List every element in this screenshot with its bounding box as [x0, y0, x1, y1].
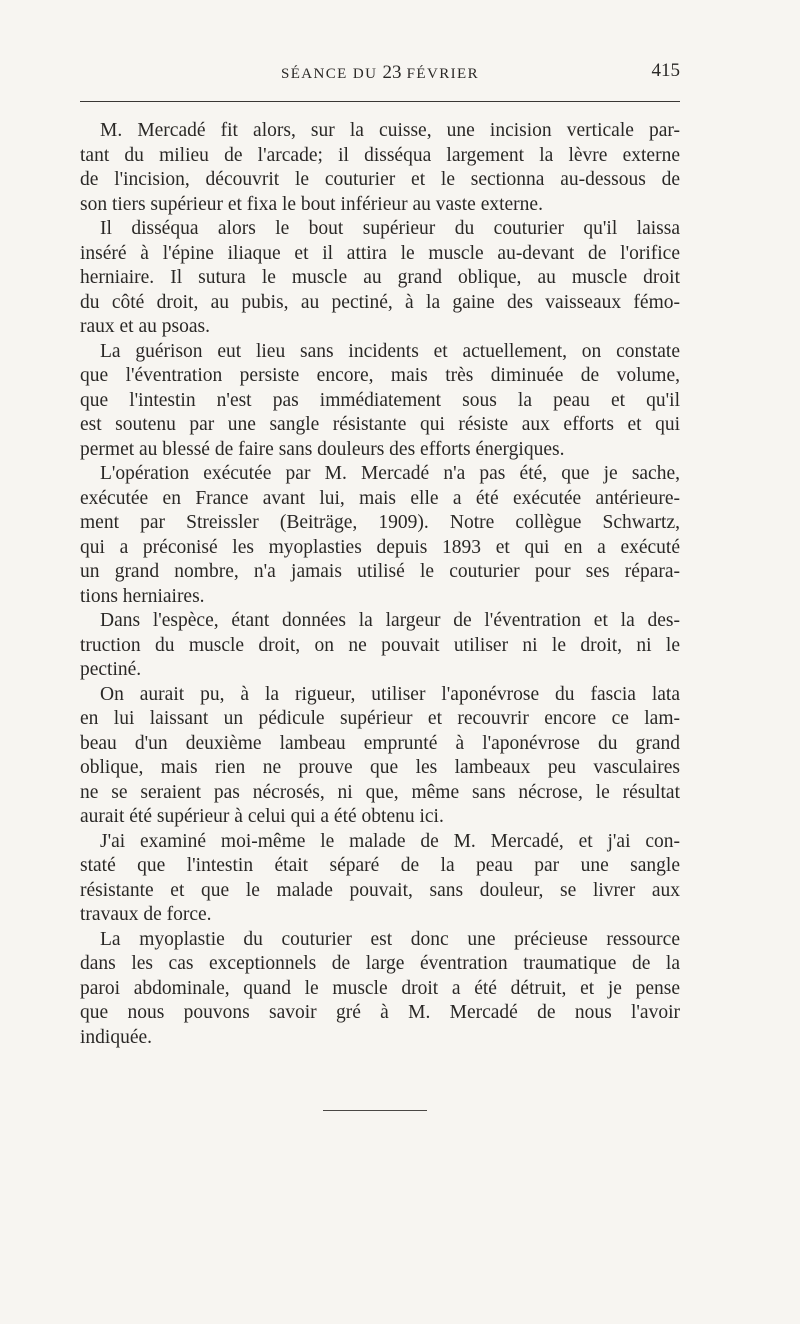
text-line: que nous pouvons savoir gré à M. Mercadé de nous l'avoir — [80, 1002, 680, 1023]
title-text: SÉANCE DU — [281, 66, 383, 82]
paragraph — [80, 609, 680, 683]
text-line: qui a préconisé les myoplasties depuis 1893 et qui en a exécuté — [80, 536, 680, 558]
paragraph — [80, 462, 680, 609]
text-line: inséré à l'épine iliaque et il attira le muscle au-devant de l'orifice — [80, 242, 680, 264]
text-line: tions herniaires. — [80, 585, 205, 607]
text-line: ne se seraient pas nécrosés, ni que, même sans nécrose, le résultat — [80, 781, 680, 803]
title-month: FÉVRIER — [401, 66, 479, 82]
text-line: indiquée. — [80, 1026, 153, 1048]
text-line: exécutée en France avant lui, mais elle a été exécutée antérieure- — [80, 487, 680, 509]
text-line: oblique, mais rien ne prouve que les lambeaux peu vasculaires — [80, 757, 680, 778]
text-line: est soutenu par une sangle résistante qui résiste aux efforts et qui — [80, 414, 680, 435]
text-line: J'ai examiné moi-même le malade de M. Mercadé, et j'ai con- — [100, 830, 680, 852]
running-title — [80, 62, 680, 84]
text-line: travaux de force. — [80, 904, 212, 925]
text-line: staté que l'intestin était séparé de la peau par une sangle — [80, 855, 680, 876]
body-text — [80, 119, 680, 1050]
paragraph — [80, 119, 680, 217]
paragraph — [80, 217, 680, 340]
text-line: que l'éventration persiste encore, mais très diminuée de volume, — [80, 365, 680, 386]
text-line: Dans l'espèce, étant données la largeur de l'éventration et la des- — [100, 610, 680, 631]
text-line: de l'incision, découvrit le couturier et le sectionna au-dessous de — [80, 169, 680, 190]
text-line: truction du muscle droit, on ne pouvait utiliser ni le droit, ni le — [80, 634, 680, 656]
paragraph — [80, 683, 680, 830]
page-number: 415 — [651, 60, 680, 81]
text-line: un grand nombre, n'a jamais utilisé le couturier pour ses répara- — [80, 561, 680, 582]
text-line: ment par Streissler (Beiträge, 1909). Notre collègue Schwartz, — [80, 512, 680, 533]
paragraph — [80, 830, 680, 928]
text-line: On aurait pu, à la rigueur, utiliser l'aponévrose du fascia lata — [100, 683, 680, 705]
text-line: du côté droit, au pubis, au pectiné, à la gaine des vaisseaux fémo- — [80, 291, 680, 313]
text-line: résistante et que le malade pouvait, sans douleur, se livrer aux — [80, 879, 680, 901]
text-line: dans les cas exceptionnels de large éventration traumatique de la — [80, 953, 680, 974]
text-line: L'opération exécutée par M. Mercadé n'a pas été, que je sache, — [100, 463, 680, 484]
text-line: La myoplastie du couturier est donc une précieuse ressource — [100, 928, 680, 950]
text-line: son tiers supérieur et fixa le bout inférieur au vaste externe. — [80, 193, 543, 215]
text-line: en lui laissant un pédicule supérieur et recouvrir encore ce lam- — [80, 708, 680, 729]
end-rule — [323, 1110, 427, 1111]
paragraph — [80, 340, 680, 463]
running-header — [80, 62, 680, 86]
title-date-number: 23 — [382, 62, 402, 83]
text-line: paroi abdominale, quand le muscle droit a été détruit, et je pense — [80, 977, 680, 999]
text-line: permet au blessé de faire sans douleurs des efforts énergiques. — [80, 438, 565, 460]
text-line: Il disséqua alors le bout supérieur du couturier qu'il laissa — [100, 218, 680, 239]
text-line: herniaire. Il sutura le muscle au grand oblique, au muscle droit — [80, 267, 680, 288]
header-rule — [80, 101, 680, 102]
text-line: beau d'un deuxième lambeau emprunté à l'aponévrose du grand — [80, 732, 680, 754]
text-line: tant du milieu de l'arcade; il disséqua largement la lèvre externe — [80, 144, 680, 166]
text-line: raux et au psoas. — [80, 316, 210, 337]
text-line: M. Mercadé fit alors, sur la cuisse, une incision verticale par- — [100, 120, 680, 141]
text-line: pectiné. — [80, 659, 142, 680]
paragraph — [80, 928, 680, 1051]
text-line: La guérison eut lieu sans incidents et actuellement, on constate — [100, 340, 680, 362]
text-line: que l'intestin n'est pas immédiatement sous la peau et qu'il — [80, 389, 680, 411]
text-line: aurait été supérieur à celui qui a été obtenu ici. — [80, 806, 444, 827]
